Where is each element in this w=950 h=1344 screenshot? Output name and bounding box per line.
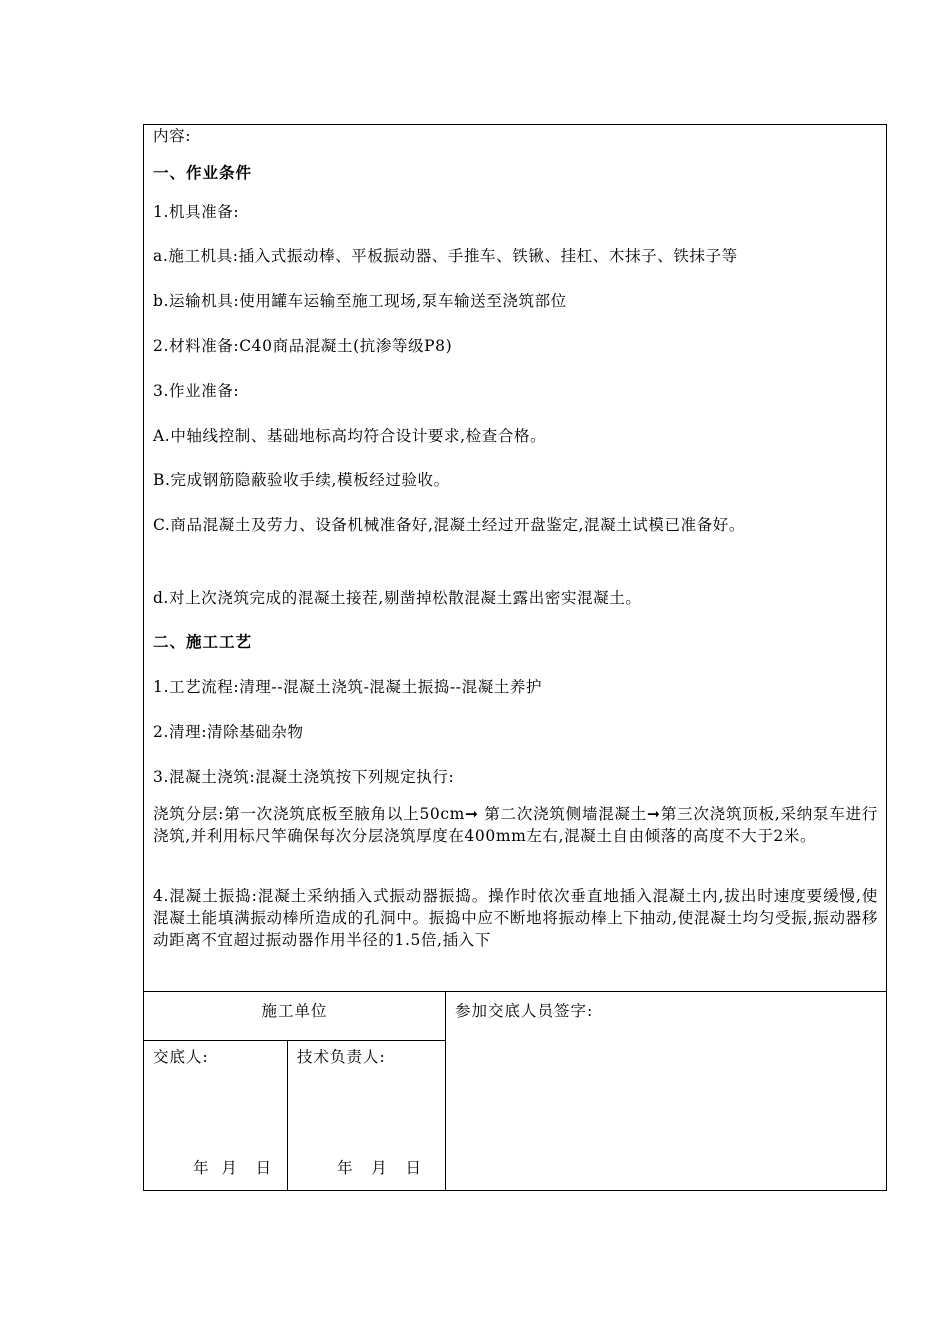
work-prep-a: A.中轴线控制、基础地标高均符合设计要求,检查合格。 xyxy=(153,427,547,445)
equipment-prep: 1.机具准备: xyxy=(153,203,240,221)
cleaning-step: 2.清理:清除基础杂物 xyxy=(153,723,304,741)
tech-lead-date: 年 月 日 xyxy=(337,1159,423,1177)
work-prep-d: d.对上次浇筑完成的混凝土接茬,剔凿掉松散混凝土露出密实混凝土。 xyxy=(153,589,642,607)
material-prep: 2.材料准备:C40商品混凝土(抗渗等级P8) xyxy=(153,337,453,355)
work-prep-c: C.商品混凝土及劳力、设备机械准备好,混凝土经过开盘鉴定,混凝土试模已准备好。 xyxy=(153,516,745,534)
section-title-process: 二、施工工艺 xyxy=(153,633,253,651)
signature-divider-sub xyxy=(287,1040,288,1190)
pouring-layers: 浇筑分层:第一次浇筑底板至腋角以上50cm➞ 第二次浇筑侧墙混凝土➞第三次浇筑顶板,采纳泵车进行浇筑,并利用标尺竿确保每次分层浇筑厚度在400mm左右,混凝土自由倾落的高度不大于2米。 xyxy=(153,805,878,845)
vibration-step: 4.混凝土振捣:混凝土采纳插入式振动器振捣。操作时依次垂直地插入混凝土内,拔出时速度要缓慢,使混凝土能填满振动棒所造成的孔洞中。振捣中应不断地将振动棒上下抽动,使混凝土均匀受振,振动器移动距离不宜超过振动器作用半径的1.5倍,插入下 xyxy=(153,887,878,949)
content-label: 内容: xyxy=(153,127,192,145)
presenter-date: 年 月 日 xyxy=(193,1159,273,1177)
work-prep: 3.作业准备: xyxy=(153,382,240,400)
participants-signature-label: 参加交底人员签字: xyxy=(455,1002,594,1020)
content-section xyxy=(144,125,886,991)
signature-section xyxy=(144,991,886,1190)
signature-divider-main xyxy=(445,992,446,1190)
construction-tools: a.施工机具:插入式振动棒、平板振动器、手推车、铁锹、挂杠、木抹子、铁抹子等 xyxy=(153,247,738,265)
tech-lead-label: 技术负责人: xyxy=(297,1048,386,1066)
work-prep-b: B.完成钢筋隐蔽验收手续,模板经过验收。 xyxy=(153,471,450,489)
process-flow: 1.工艺流程:清理--混凝土浇筑-混凝土振捣--混凝土养护 xyxy=(153,678,543,696)
pouring-step: 3.混凝土浇筑:混凝土浇筑按下列规定执行: xyxy=(153,768,455,786)
section-title-work-conditions: 一、作业条件 xyxy=(153,164,253,182)
presenter-label: 交底人: xyxy=(153,1048,209,1066)
transport-tools: b.运输机具:使用罐车运输至施工现场,泵车输送至浇筑部位 xyxy=(153,292,567,310)
signature-divider-unit xyxy=(144,1040,445,1041)
disclosure-form xyxy=(143,124,887,1191)
construction-unit-label: 施工单位 xyxy=(261,1002,328,1020)
